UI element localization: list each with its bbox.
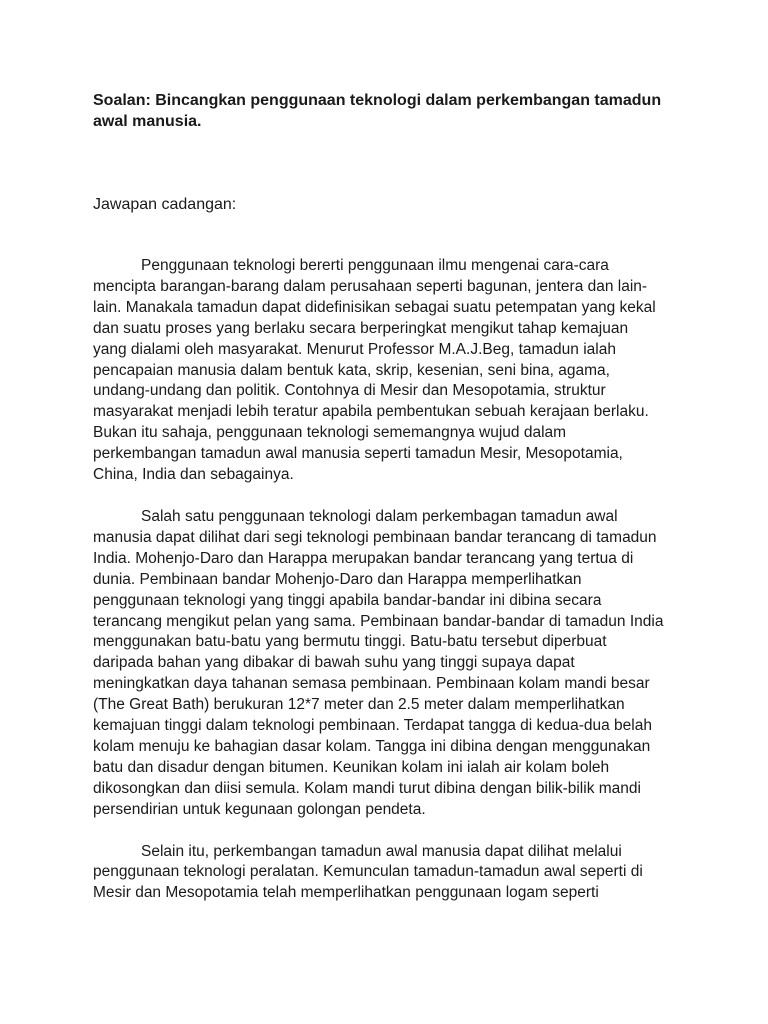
paragraph-2: Salah satu penggunaan teknologi dalam perkembagan tamadun awal manusia dapat dilihat dari segi teknologi pembinaan bandar terancang di tamadun India. Mohenjo-Daro dan Harappa merupakan bandar terancang yang tertua di dunia. Pembinaan bandar Mohenjo-Daro dan Harappa memperlihatkan penggunaan teknologi yang tinggi apabila bandar-bandar ini dibina secara terancang mengikut pelan yang sama. Pembinaan bandar-bandar di tamadun India menggunakan batu-batu yang bermutu tinggi. Batu-batu tersebut diperbuat daripada bahan yang dibakar di bawah suhu yang tinggi supaya dapat meningkatkan daya tahanan semasa pembinaan. Pembinaan kolam mandi besar (The Great Bath) berukuran 12*7 meter dan 2.5 meter dalam memperlihatkan kemajuan tinggi dalam teknologi pembinaan. Terdapat tangga di kedua-dua belah kolam menuju ke bahagian dasar kolam. Tangga ini dibina dengan menggunakan batu dan disadur dengan bitumen. Keunikan kolam ini ialah air kolam boleh dikosongkan dan diisi semula. Kolam mandi turut dibina dengan bilik-bilik mandi persendirian untuk kegunaan golongan pendeta.	[93, 507, 664, 818]
answer-label: Jawapan cadangan:	[93, 196, 237, 213]
answer-body	[93, 256, 665, 925]
question-heading: Soalan: Bincangkan penggunaan teknologi dalam perkembangan tamadun awal manusia.	[93, 92, 662, 130]
paragraph-1: Penggunaan teknologi bererti penggunaan ilmu mengenai cara-cara mencipta barangan-barang dalam perusahaan seperti bagunan, jentera dan lain-lain. Manakala tamadun dapat didefinisikan sebagai suatu petempatan yang kekal dan suatu proses yang berlaku secara berperingkat mengikut tahap kemajuan yang dialami oleh masyarakat. Menurut Professor M.A.J.Beg, tamadun ialah pencapaian manusia dalam bentuk kata, skrip, kesenian, seni bina, agama, undang-undang dan politik. Contohnya di Mesir dan Mesopotamia, struktur masyarakat menjadi lebih teratur apabila pembentukan sebuah kerajaan berlaku. Bukan itu sahaja, penggunaan teknologi sememangnya wujud dalam perkembangan tamadun awal manusia seperti tamadun Mesir, Mesopotamia, China, India dan sebagainya.	[93, 257, 656, 484]
paragraph-3: Selain itu, perkembangan tamadun awal manusia dapat dilihat melalui penggunaan teknologi peralatan. Kemunculan tamadun-tamadun awal seperti di Mesir dan Mesopotamia telah memperlihatkan penggunaan logam seperti	[93, 842, 643, 902]
